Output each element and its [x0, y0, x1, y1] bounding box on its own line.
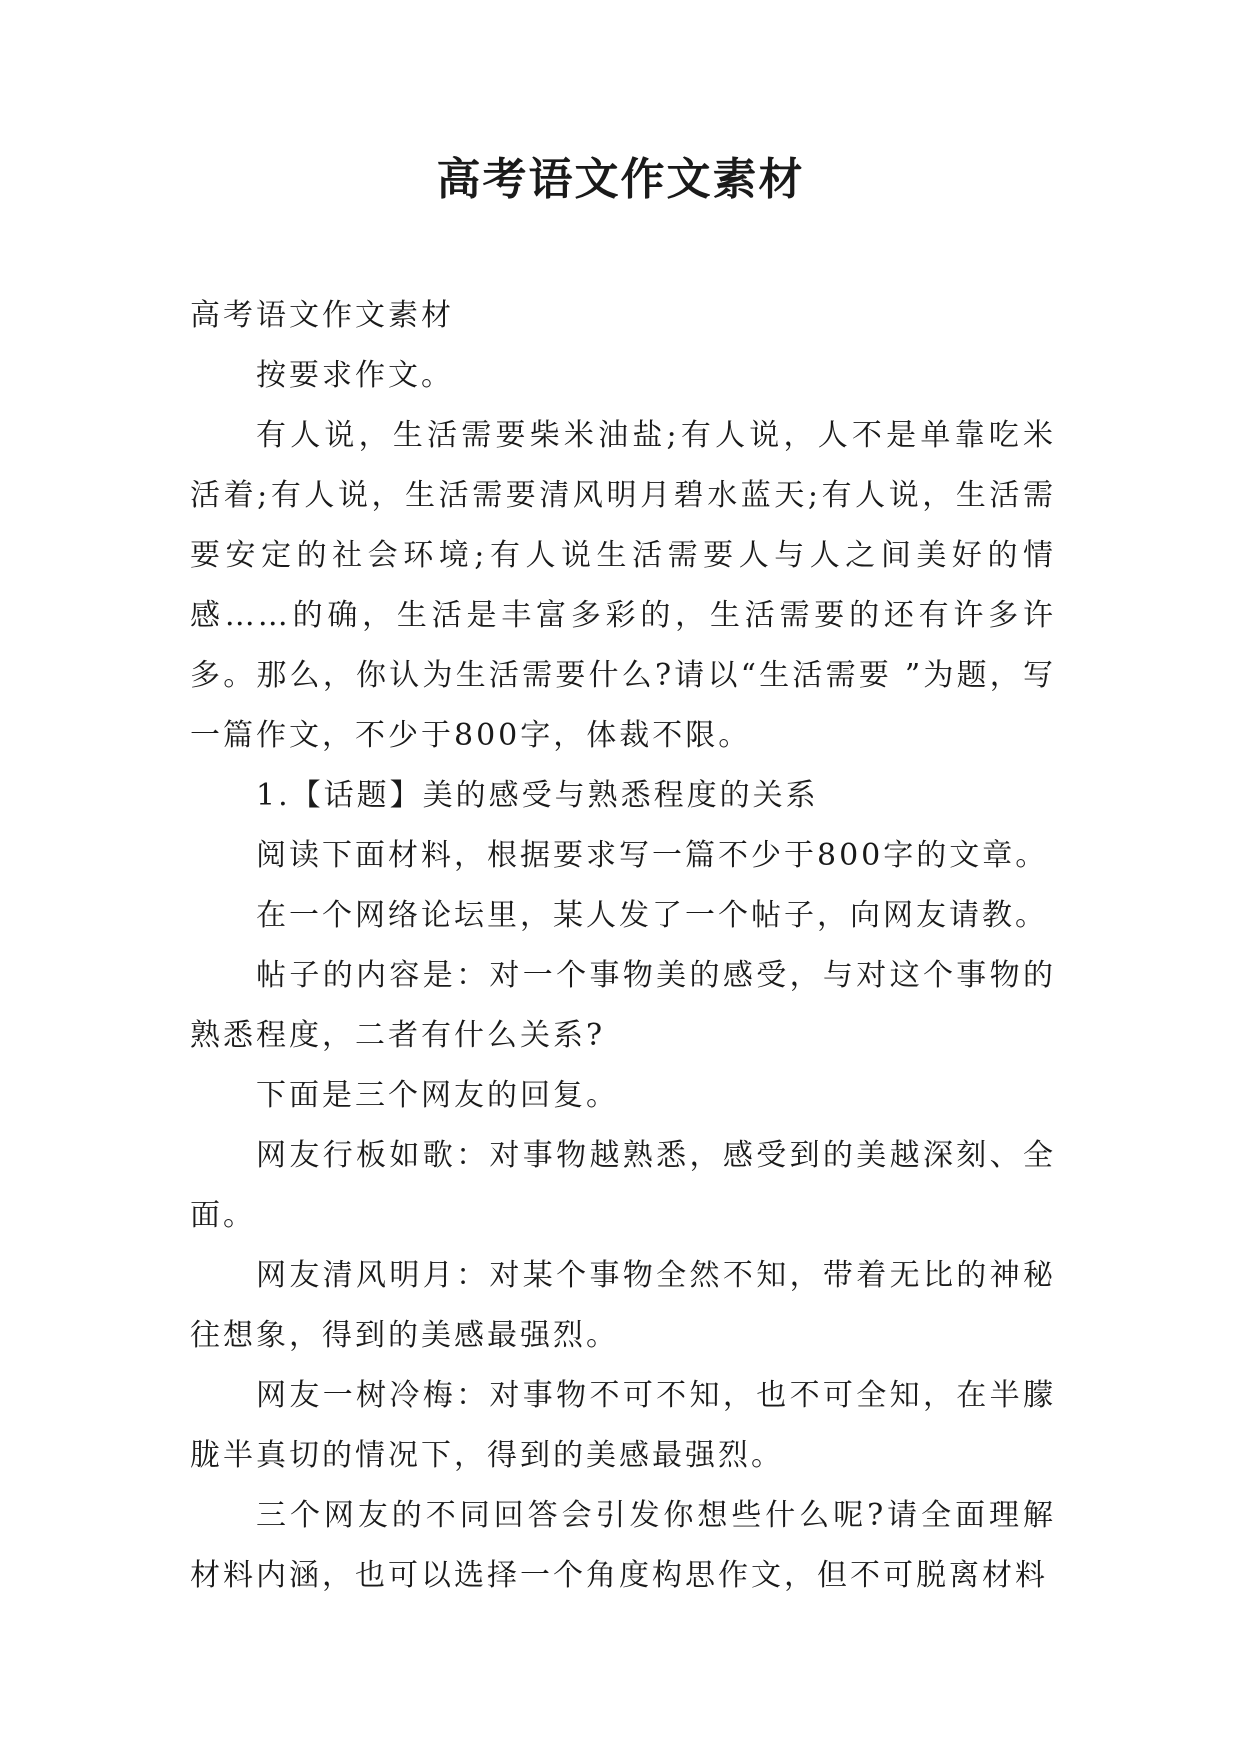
material-instruction-paragraph: 阅读下面材料，根据要求写一篇不少于800字的文章。 — [256, 838, 1049, 873]
replies-intro-paragraph: 下面是三个网友的回复。 — [256, 1078, 619, 1113]
prompt-paragraph: 有人说，生活需要柴米油盐;有人说，人不是单靠吃米活着;有人说，生活需要清风明月碧水蓝天;有人说，生活需要安定的社会环境;有人说生活需要人与人之间美好的情感……的确，生活是丰富多彩的，生活需要的还有许多许多。那么，你认为生活需要什么?请以“生活需要 ”为题，写一篇作文，不少于800字，体裁不限。 — [190, 418, 1056, 753]
forum-paragraph: 在一个网络论坛里，某人发了一个帖子，向网友请教。 — [256, 898, 1048, 933]
document-body — [190, 286, 1056, 1606]
document-title: 高考语文作文素材 — [436, 154, 805, 205]
reply-paragraph-1: 网友行板如歌：对事物越熟悉，感受到的美越深刻、全面。 — [190, 1138, 1056, 1233]
topic-heading: 1.【话题】美的感受与熟悉程度的关系 — [256, 778, 819, 813]
reply-paragraph-2: 网友清风明月：对某个事物全然不知，带着无比的神秘往想象，得到的美感最强烈。 — [190, 1258, 1056, 1353]
reply-paragraph-3: 网友一树冷梅：对事物不可不知，也不可全知，在半朦胧半真切的情况下，得到的美感最强烈。 — [190, 1378, 1056, 1473]
instruction-paragraph: 按要求作文。 — [256, 358, 454, 393]
post-content-paragraph: 帖子的内容是：对一个事物美的感受，与对这个事物的熟悉程度，二者有什么关系? — [190, 958, 1056, 1053]
subtitle-paragraph: 高考语文作文素材 — [190, 298, 454, 333]
closing-paragraph: 三个网友的不同回答会引发你想些什么呢?请全面理解材料内涵，也可以选择一个角度构思作文，但不可脱离材料 — [190, 1498, 1056, 1593]
